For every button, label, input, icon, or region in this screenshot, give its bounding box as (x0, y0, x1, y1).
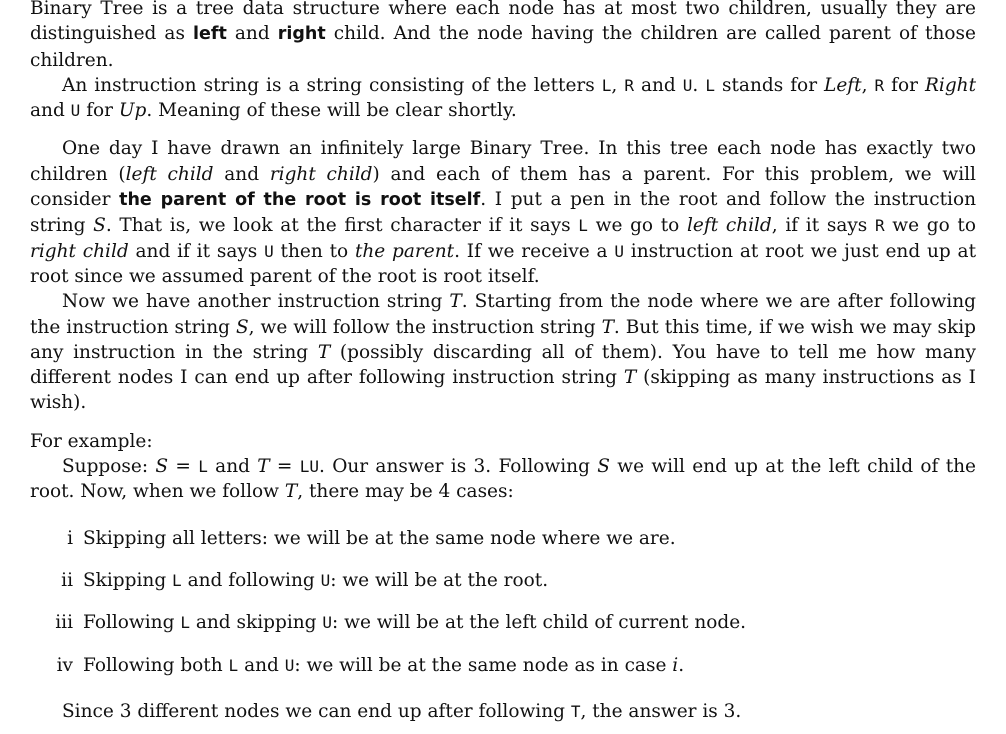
text-run: Following (83, 612, 181, 634)
text-run: and if it says (128, 240, 265, 262)
text-run: and (213, 163, 270, 185)
code-letter: L (578, 216, 588, 236)
text-run: . I put a pen in the root and follow the instruction string (30, 189, 976, 237)
code-letter: U (322, 613, 333, 633)
list-item-number: i (67, 527, 73, 549)
code-letter: L (198, 457, 208, 477)
italic-term: right child (30, 240, 129, 262)
text-run: we will end up at the left child of the root. Now, when we follow (30, 456, 976, 503)
math-variable: T (623, 367, 637, 389)
text-run: (possibly discarding all of them). You have to tell me how many different nodes I can end up after following instruction string (30, 341, 976, 389)
text-run: and skipping (189, 612, 323, 634)
text-run: : we will be at the left child of current node. (332, 612, 747, 634)
code-letter: L (228, 655, 239, 675)
text-run: then to (273, 240, 355, 262)
math-variable: S (597, 456, 610, 478)
text-run: . (678, 654, 685, 676)
text-run: , we will follow the instruction string (248, 316, 602, 338)
code-letter: L (601, 75, 612, 95)
paragraph-example-setup (30, 454, 976, 505)
text-run: ) and each of them has a parent. For this problem, we will consider (30, 163, 976, 211)
text-run: Since 3 different nodes we can end up after following (62, 700, 571, 722)
text-run: . Meaning of these will be clear shortly. (146, 100, 517, 122)
text-run: = (269, 456, 300, 478)
code-letter: L (172, 570, 182, 590)
text-run: , there may be 4 cases: (297, 481, 514, 503)
text-run: Following both (83, 654, 229, 676)
text-run: child. And the node having the children are called parent of those children. (30, 23, 976, 71)
italic-term: Left (824, 74, 862, 96)
math-variable: T (284, 481, 298, 503)
bold-term-right: right (277, 24, 326, 45)
code-letter: L (705, 75, 715, 95)
code-letter: U (614, 241, 624, 261)
text-run: = (168, 456, 199, 478)
italic-term: Right (924, 74, 977, 96)
code-letter: R (874, 216, 885, 236)
problem-statement (30, 0, 976, 724)
text-run: , if it says (771, 215, 875, 237)
math-variable: S (235, 316, 249, 338)
bold-term-left: left (192, 24, 227, 45)
text-run: For example: (30, 430, 153, 452)
text-run: and following (181, 569, 321, 591)
text-run: Suppose: (62, 456, 156, 478)
list-item (30, 526, 976, 551)
math-variable: T (601, 316, 614, 338)
text-run: and (226, 23, 278, 45)
text-run: and (30, 100, 71, 122)
text-run: Skipping (83, 569, 173, 591)
math-variable: S (93, 215, 106, 237)
cases-list (30, 526, 976, 678)
text-run: . If we receive a (454, 240, 615, 262)
text-run: for (884, 74, 925, 96)
code-letter: U (284, 655, 295, 675)
italic-term: Up (118, 100, 147, 122)
text-run: : we will be at the root. (330, 569, 549, 591)
paragraph-binary-tree-definition (30, 0, 976, 73)
code-letter: L (180, 613, 190, 633)
text-run: for (80, 100, 119, 122)
text-run: Binary Tree is a tree data structure where each node has at most two children, usually they are distinguished as (30, 0, 976, 45)
text-run: we go to (587, 215, 687, 237)
text-run: : we will be at the same node as in case (294, 654, 673, 676)
math-variable: S (155, 456, 169, 478)
list-item (30, 568, 976, 593)
code-letter: U (70, 101, 81, 121)
text-run: (skipping as many instructions as I wish). (30, 367, 976, 414)
list-item (30, 653, 976, 678)
math-variable: i (672, 654, 679, 676)
paragraph-infinite-tree (30, 136, 976, 289)
text-run: . But this time, if we wish we may skip any instruction in the string (30, 316, 977, 363)
paragraph-conclusion (30, 699, 976, 724)
math-variable: T (449, 291, 462, 313)
paragraph-string-t (30, 289, 976, 415)
bold-root-rule: the parent of the root is root itself (119, 190, 481, 211)
text-run: . Starting from the node where we are after following the instruction string (30, 291, 976, 338)
text-run: , (861, 74, 875, 96)
code-letter: R (874, 75, 885, 95)
text-run: Now we have another instruction string (62, 291, 450, 313)
list-item-number: iv (56, 654, 73, 676)
code-letter: U (264, 241, 274, 261)
list-item (30, 610, 976, 635)
code-letter: LU (299, 457, 319, 477)
list-item-number: iii (55, 612, 73, 634)
text-run: Skipping all letters: we will be at the same node where we are. (83, 527, 676, 549)
italic-term: left child (687, 215, 772, 237)
code-letter: U (320, 570, 331, 590)
italic-term: the parent (354, 240, 455, 262)
text-run: stands for (714, 74, 825, 96)
italic-term: left child (125, 163, 214, 185)
text-run: , (611, 74, 625, 96)
italic-term: right child (269, 163, 373, 185)
text-run: and (238, 654, 285, 676)
text-run: . Our answer is 3. Following (319, 456, 598, 478)
text-run: , the answer is 3. (580, 700, 742, 722)
text-run: and (207, 456, 258, 478)
text-run: and (633, 74, 683, 96)
text-run: . That is, we look at the first character if it says (105, 215, 579, 237)
code-letter: U (682, 75, 693, 95)
paragraph-for-example (30, 429, 976, 454)
code-letter: R (624, 75, 634, 95)
text-run: One day I have drawn an infinitely large Binary Tree. In this tree each node has exactly two children ( (30, 138, 976, 185)
math-variable: T (317, 341, 331, 363)
math-variable: T (257, 456, 270, 478)
text-run: . (692, 74, 706, 96)
code-letter: T (570, 701, 581, 721)
text-run: instruction at root we just end up at root since we assumed parent of the root is root itself. (30, 240, 977, 287)
list-item-number: ii (61, 569, 73, 591)
text-run: we go to (884, 215, 976, 237)
text-run: An instruction string is a string consisting of the letters (62, 74, 602, 96)
paragraph-instruction-string (30, 73, 976, 124)
